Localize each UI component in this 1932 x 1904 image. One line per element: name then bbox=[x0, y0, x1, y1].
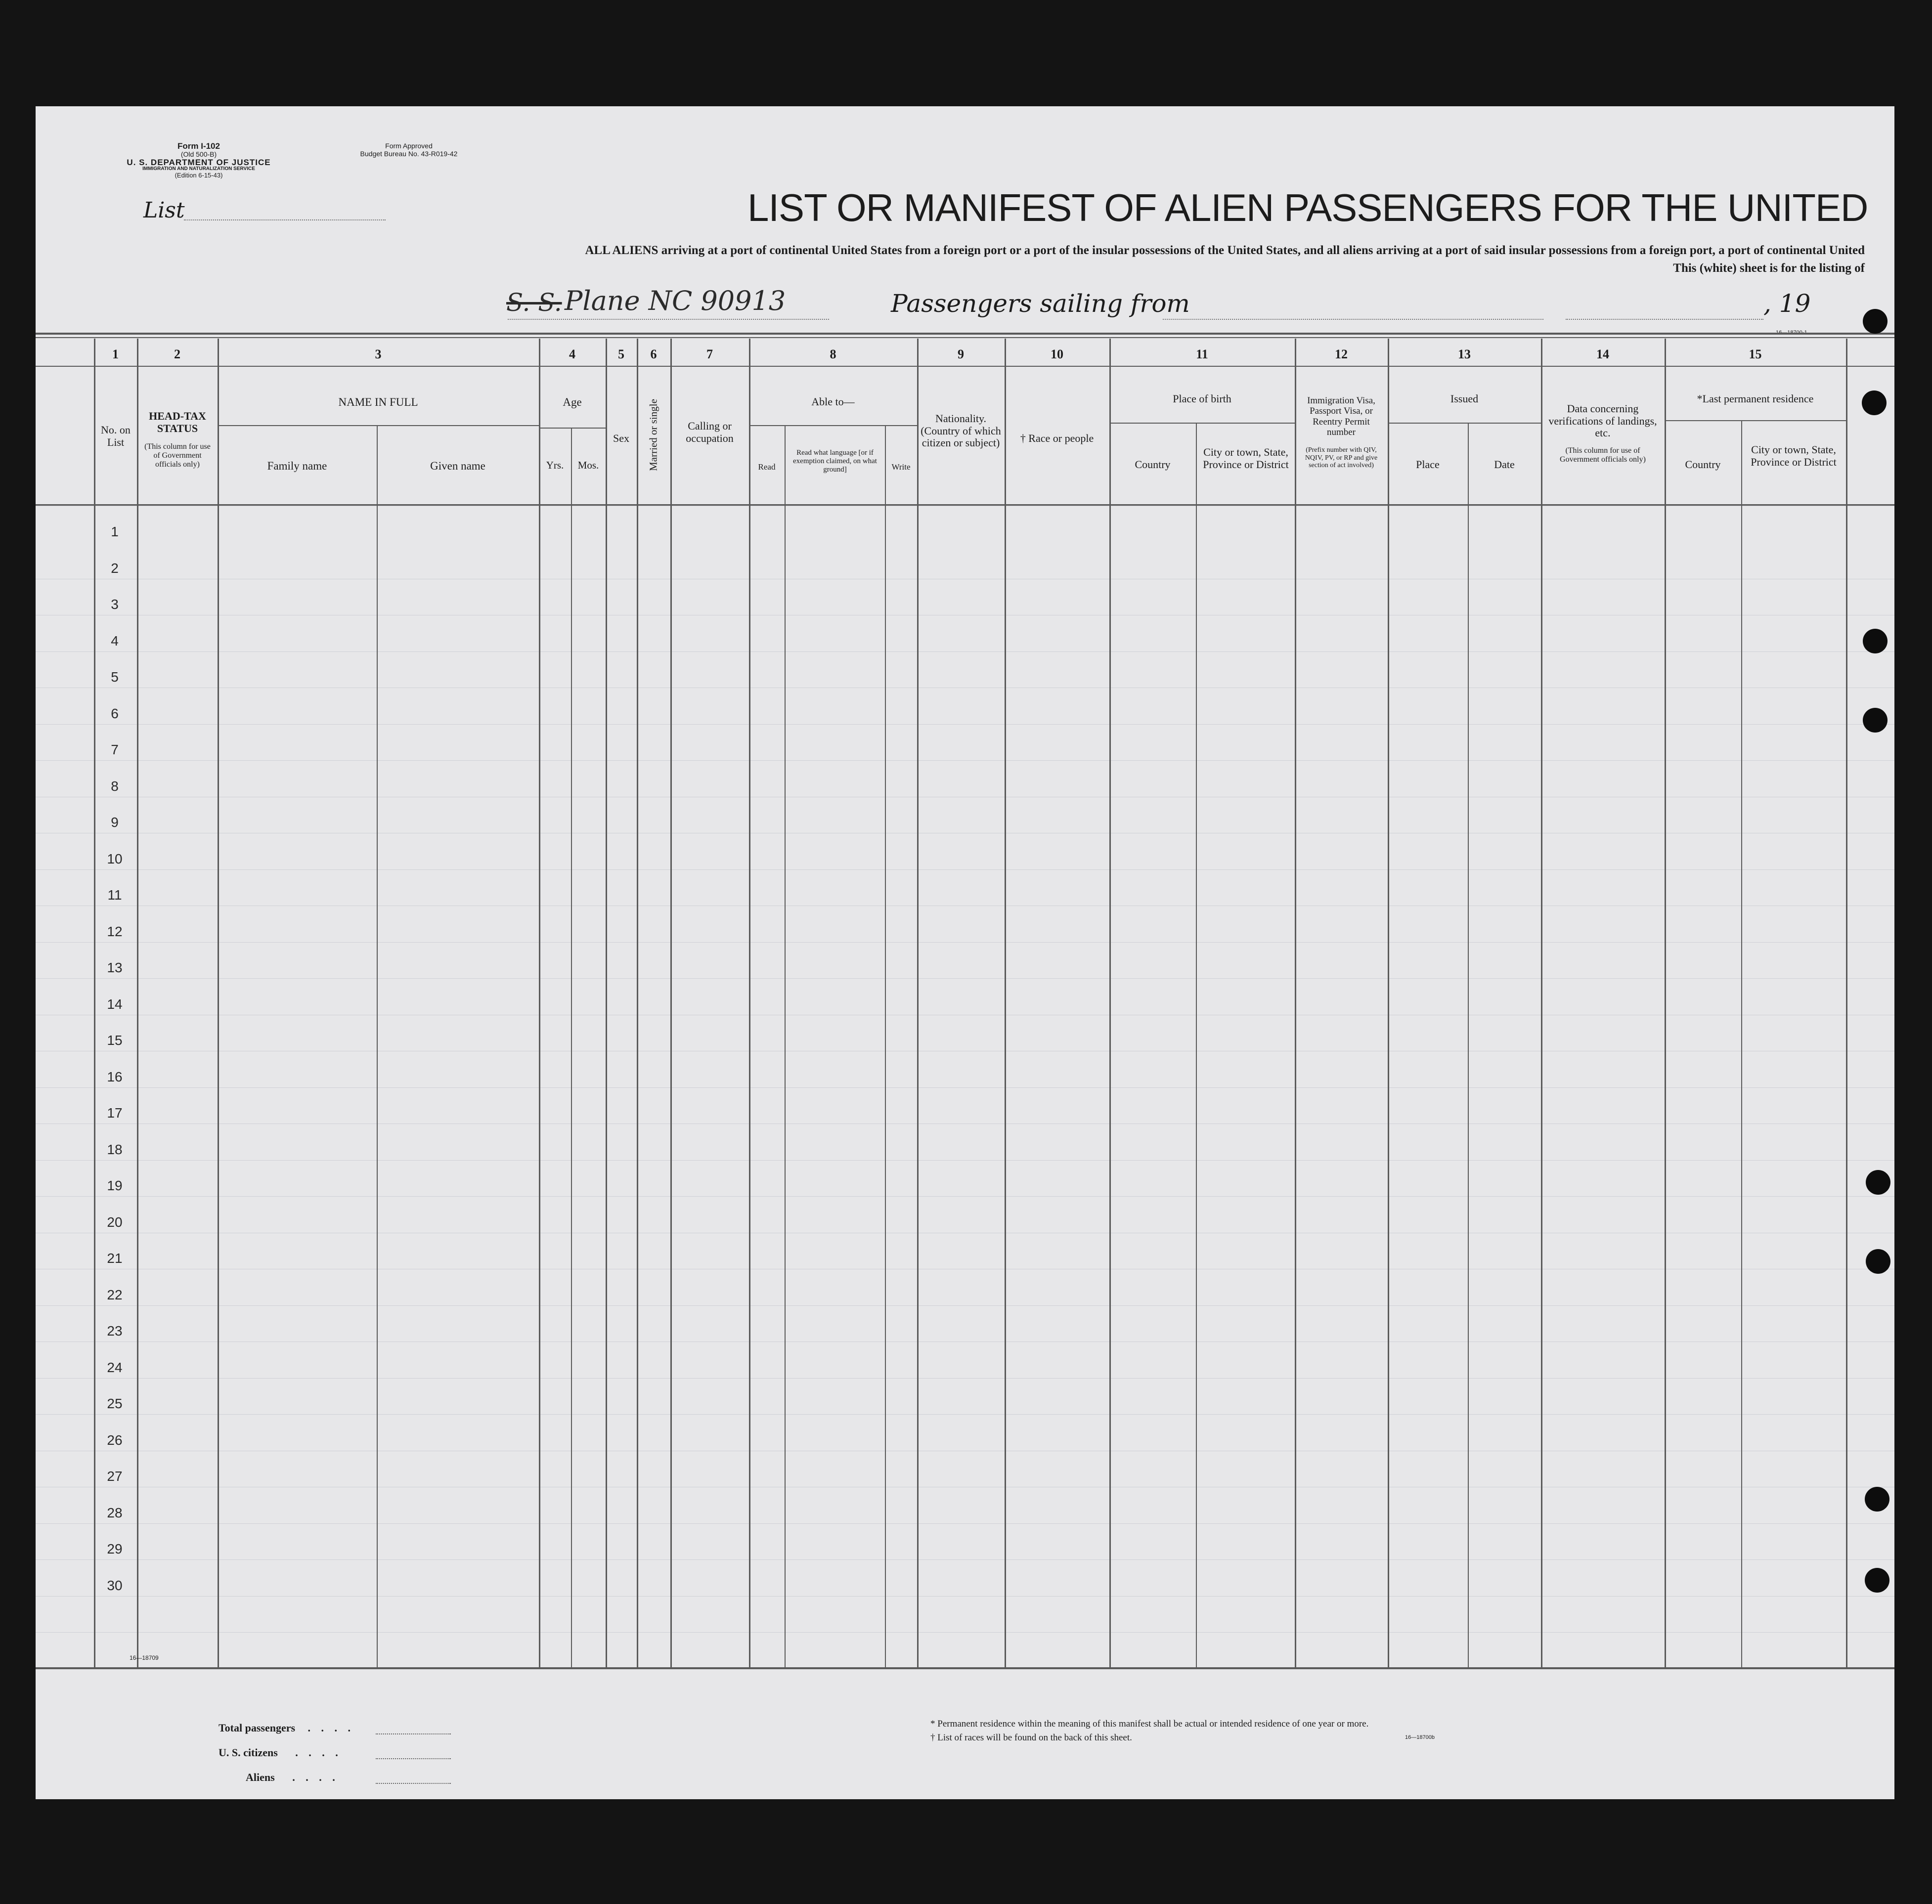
residence-subrule bbox=[1665, 420, 1846, 421]
col-line bbox=[1741, 420, 1742, 1669]
date-line bbox=[1566, 319, 1763, 320]
row-number: 27 bbox=[107, 1469, 123, 1484]
footnote-races: † List of races will be found on the back of this sheet. bbox=[930, 1732, 1132, 1743]
row-number: 22 bbox=[107, 1287, 123, 1302]
col-line bbox=[885, 425, 886, 1669]
calling-header: Calling or occupation bbox=[686, 420, 734, 444]
row-number: 16 bbox=[107, 1069, 123, 1084]
sailing-from-line bbox=[1163, 319, 1543, 320]
row-number: 12 bbox=[107, 923, 123, 939]
col-line bbox=[749, 339, 750, 1669]
row-number: 15 bbox=[107, 1033, 123, 1048]
manifest-subtitle: ALL ALIENS arriving at a port of continental United States from a foreign port or a port of the insular possessions of the United States, and all aliens arriving at a port of said insular possessions from a foreign port, a port of continental United bbox=[585, 244, 1865, 257]
colnum-rule bbox=[36, 366, 1894, 367]
row-rule bbox=[36, 724, 1894, 725]
colnum-8: 8 bbox=[830, 347, 836, 361]
row-number: 7 bbox=[111, 742, 119, 757]
row-rule bbox=[36, 1559, 1894, 1560]
row-number: 24 bbox=[107, 1359, 123, 1375]
punch-hole bbox=[1863, 629, 1888, 653]
nationality-header: Nationality. (Country of which citizen or subject) bbox=[921, 412, 1001, 449]
yrs-header: Yrs. bbox=[546, 459, 564, 471]
visa-note: (Prefix number with QIV, NQIV, PV, or RP and give section of act involved) bbox=[1305, 446, 1378, 470]
footnote-residence: * Permanent residence within the meaning of this manifest shall be actual or intended residence of one year or more. bbox=[930, 1719, 1369, 1729]
col-line bbox=[1109, 339, 1111, 1669]
issued-date-header: Date bbox=[1494, 458, 1515, 471]
col-line bbox=[218, 339, 219, 1669]
row-rule bbox=[36, 760, 1894, 761]
table-top-rule bbox=[36, 333, 1894, 335]
colnum-15: 15 bbox=[1749, 347, 1762, 361]
punch-hole bbox=[1866, 1170, 1890, 1195]
row-number: 26 bbox=[107, 1432, 123, 1448]
race-header: † Race or people bbox=[1020, 432, 1094, 444]
issued-subrule bbox=[1388, 423, 1541, 424]
birth-city-header: City or town, State, Province or District bbox=[1203, 446, 1289, 471]
col-line bbox=[785, 425, 786, 1669]
colnum-5: 5 bbox=[618, 347, 624, 361]
punch-hole bbox=[1862, 390, 1887, 415]
manifest-subtitle-2: This (white) sheet is for the listing of bbox=[1673, 261, 1865, 275]
service: IMMIGRATION AND NATURALIZATION SERVICE bbox=[142, 166, 255, 172]
row-rule bbox=[36, 978, 1894, 979]
col-line bbox=[1295, 339, 1296, 1669]
vessel-name-handwritten: Plane NC 90913 bbox=[565, 285, 786, 316]
married-single-header: Married or single bbox=[647, 399, 659, 471]
aliens-row bbox=[246, 1771, 339, 1784]
row-rule bbox=[36, 1596, 1894, 1597]
row-number: 29 bbox=[107, 1541, 123, 1557]
punch-hole bbox=[1866, 1249, 1890, 1274]
last-residence-header: *Last permanent residence bbox=[1697, 392, 1814, 405]
total-passengers-line bbox=[376, 1733, 451, 1734]
colnum-10: 10 bbox=[1051, 347, 1063, 361]
colnum-14: 14 bbox=[1596, 347, 1609, 361]
total-passengers-row bbox=[219, 1722, 354, 1734]
row-number: 11 bbox=[107, 887, 122, 903]
us-citizens-row bbox=[219, 1746, 342, 1759]
list-label: List bbox=[143, 198, 185, 223]
approval-block bbox=[352, 142, 466, 158]
row-rule bbox=[36, 1087, 1894, 1088]
row-number: 9 bbox=[111, 815, 119, 830]
col-line bbox=[137, 339, 138, 1669]
sailing-label: Passengers sailing from bbox=[891, 289, 1190, 318]
colnum-6: 6 bbox=[650, 347, 657, 361]
birth-country-header: Country bbox=[1135, 458, 1171, 471]
table-top-rule-2 bbox=[36, 337, 1894, 338]
colnum-9: 9 bbox=[958, 347, 964, 361]
row-number: 25 bbox=[107, 1396, 123, 1411]
col-line bbox=[1541, 339, 1542, 1669]
able-to-header: Able to— bbox=[811, 395, 855, 408]
row-number: 21 bbox=[107, 1251, 123, 1266]
age-subrule bbox=[539, 428, 606, 429]
row-number: 2 bbox=[111, 560, 119, 576]
us-citizens-dots: . . . . bbox=[295, 1746, 342, 1759]
budget-text: Budget Bureau No. 43-R019-42 bbox=[360, 150, 458, 158]
name-subrule bbox=[218, 425, 539, 426]
read-header: Read bbox=[758, 462, 776, 472]
col-line bbox=[917, 339, 919, 1669]
row-rule bbox=[36, 1523, 1894, 1524]
no-on-list-header: No. on List bbox=[101, 424, 131, 448]
head-tax-note: (This column for use of Government officials only) bbox=[144, 442, 211, 469]
row-rule bbox=[36, 1414, 1894, 1415]
row-rule bbox=[36, 1341, 1894, 1342]
row-rule bbox=[36, 869, 1894, 870]
total-passengers-label: Total passengers bbox=[219, 1722, 296, 1734]
row-number: 18 bbox=[107, 1141, 123, 1157]
row-number: 1 bbox=[111, 524, 119, 539]
row-number: 3 bbox=[111, 597, 119, 612]
visa-header: Immigration Visa, Passport Visa, or Reentry Permit number bbox=[1307, 395, 1375, 437]
col-line bbox=[606, 339, 607, 1669]
footer-print-code: 16—18709 bbox=[130, 1654, 159, 1661]
data-verif-note: (This column for use of Government officials only) bbox=[1560, 446, 1646, 464]
aliens-dots: . . . . bbox=[292, 1771, 339, 1783]
list-number-line bbox=[184, 219, 386, 220]
col-line bbox=[1005, 339, 1006, 1669]
table-bottom-rule bbox=[36, 1667, 1894, 1669]
col-line bbox=[670, 339, 672, 1669]
place-of-birth-header: Place of birth bbox=[1173, 392, 1231, 405]
year-label: , 19 bbox=[1763, 289, 1811, 318]
colnum-4: 4 bbox=[569, 347, 575, 361]
mos-header: Mos. bbox=[577, 459, 599, 471]
approval-text: Form Approved bbox=[385, 142, 433, 150]
sex-header: Sex bbox=[613, 432, 629, 444]
row-rule bbox=[36, 1305, 1894, 1306]
birth-subrule bbox=[1109, 423, 1295, 424]
form-id-block bbox=[125, 142, 273, 179]
name-in-full-header: NAME IN FULL bbox=[338, 396, 418, 408]
colnum-2: 2 bbox=[174, 347, 180, 361]
col-line bbox=[1846, 339, 1847, 1669]
col-line bbox=[1468, 423, 1469, 1669]
row-rule bbox=[36, 942, 1894, 943]
given-name-header: Given name bbox=[430, 460, 485, 472]
col-line bbox=[637, 339, 638, 1669]
col-line bbox=[571, 428, 572, 1669]
row-number: 30 bbox=[107, 1577, 123, 1593]
aliens-line bbox=[376, 1783, 451, 1784]
read-language-header: Read what language [or if exemption claimed, on what ground] bbox=[793, 449, 877, 474]
colnum-13: 13 bbox=[1458, 347, 1471, 361]
row-number: 20 bbox=[107, 1214, 123, 1230]
row-number: 28 bbox=[107, 1505, 123, 1520]
write-header: Write bbox=[891, 462, 911, 472]
data-verif-header: Data concerning verifications of landings, etc. bbox=[1548, 402, 1657, 439]
issued-header: Issued bbox=[1450, 392, 1479, 405]
row-number: 8 bbox=[111, 778, 119, 794]
total-passengers-dots: . . . . bbox=[307, 1722, 355, 1734]
age-header: Age bbox=[563, 396, 582, 408]
manifest-sheet bbox=[36, 106, 1894, 1799]
col-line bbox=[377, 425, 378, 1669]
col-line bbox=[539, 339, 540, 1669]
colnum-7: 7 bbox=[706, 347, 713, 361]
punch-hole bbox=[1865, 1487, 1889, 1512]
row-rule bbox=[36, 651, 1894, 652]
department: U. S. DEPARTMENT OF JUSTICE bbox=[127, 157, 271, 167]
row-number: 17 bbox=[107, 1105, 123, 1121]
row-number: 14 bbox=[107, 996, 123, 1012]
row-rule bbox=[36, 1196, 1894, 1197]
issued-place-header: Place bbox=[1416, 458, 1440, 471]
us-citizens-line bbox=[376, 1758, 451, 1759]
edition: (Edition 6-15-43) bbox=[175, 171, 223, 179]
row-number: 4 bbox=[111, 633, 119, 649]
row-number: 19 bbox=[107, 1178, 123, 1193]
colnum-11: 11 bbox=[1196, 347, 1208, 361]
colnum-1: 1 bbox=[112, 347, 119, 361]
colnum-12: 12 bbox=[1335, 347, 1348, 361]
us-citizens-label: U. S. citizens bbox=[219, 1746, 278, 1759]
row-number: 6 bbox=[111, 705, 119, 721]
old-number: (Old 500-B) bbox=[180, 150, 217, 158]
row-number: 10 bbox=[107, 851, 123, 866]
footnote-code: 16—18700b bbox=[1405, 1734, 1435, 1740]
manifest-title: LIST OR MANIFEST OF ALIEN PASSENGERS FOR THE UNITED bbox=[747, 186, 1868, 229]
punch-hole bbox=[1863, 309, 1888, 334]
form-number: Form I-102 bbox=[177, 141, 220, 151]
col-line bbox=[1388, 339, 1389, 1669]
col-line bbox=[1196, 423, 1197, 1669]
head-tax-header: HEAD-TAX STATUS bbox=[149, 410, 206, 434]
family-name-header: Family name bbox=[267, 460, 327, 472]
able-subrule bbox=[749, 425, 917, 426]
row-number: 5 bbox=[111, 669, 119, 685]
punch-hole bbox=[1863, 708, 1888, 733]
row-rule bbox=[36, 1632, 1894, 1633]
row-rule bbox=[36, 1378, 1894, 1379]
vessel-line bbox=[508, 319, 829, 320]
row-number: 23 bbox=[107, 1323, 123, 1339]
vessel-prefix: S. S. bbox=[506, 288, 562, 317]
residence-city-header: City or town, State, Province or District bbox=[1751, 443, 1837, 468]
punch-hole bbox=[1865, 1568, 1889, 1593]
colnum-3: 3 bbox=[375, 347, 382, 361]
row-number: 13 bbox=[107, 960, 123, 975]
row-rule bbox=[36, 1160, 1894, 1161]
col-line bbox=[1665, 339, 1666, 1669]
residence-country-header: Country bbox=[1685, 458, 1721, 471]
aliens-label: Aliens bbox=[246, 1771, 275, 1783]
